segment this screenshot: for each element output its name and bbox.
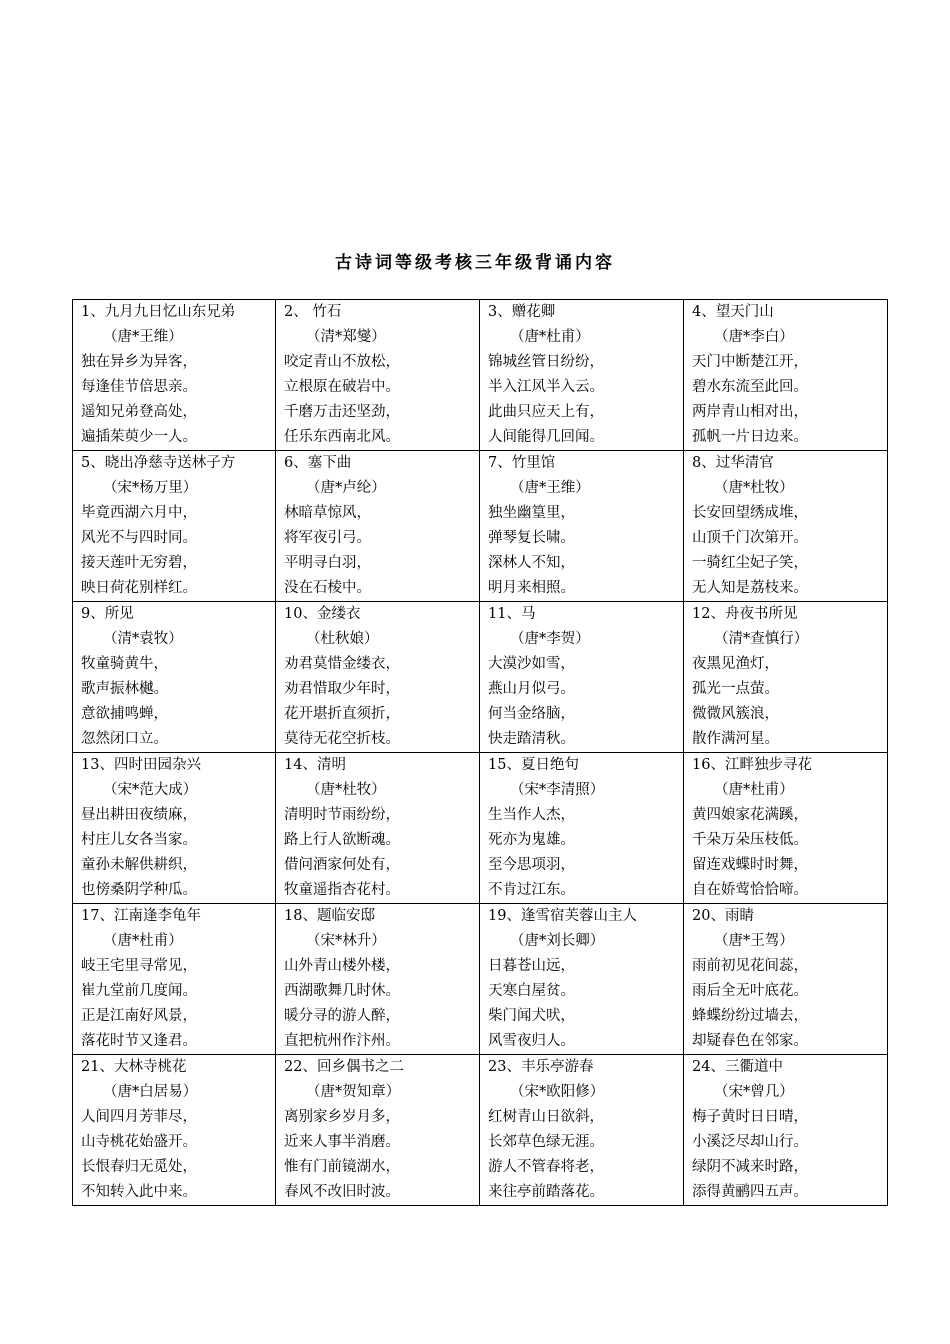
poem-author: （唐*杜牧） [306,782,386,798]
poem-line: 无人知是荔枝来。 [692,580,808,596]
poem-title: 7、竹里馆 [488,455,556,471]
poem-line: 留连戏蝶时时舞， [692,857,808,873]
poem-line: 莫待无花空折枝。 [284,731,400,747]
poem-line: 路上行人欲断魂。 [284,832,400,848]
poem-line: 人间能得几回闻。 [488,429,604,445]
poem-line: 微微风簇浪， [692,706,779,722]
poem-author: （唐*贺知章） [306,1084,401,1100]
poem-line: 至今思项羽， [488,857,575,873]
poem-author: （唐*白居易） [103,1084,198,1100]
poem-line: 长安回望绣成堆， [692,505,808,521]
poem-line: 深林人不知， [488,555,575,571]
poem-table [72,299,888,1206]
poem-cell [684,1055,888,1206]
poem-cell [684,602,888,753]
poem-line: 半入江风半入云。 [488,379,604,395]
poem-cell [684,451,888,602]
poem-line: 昼出耕田夜绩麻， [81,807,197,823]
poem-cell [73,451,276,602]
poem-title: 13、四时田园杂兴 [81,757,201,773]
poem-author: （唐*杜甫） [103,933,183,949]
poem-line: 立根原在破岩中。 [284,379,400,395]
poem-line: 林暗草惊风， [284,505,371,521]
poem-line: 岐王宅里寻常见， [81,958,197,974]
poem-line: 人间四月芳菲尽， [81,1109,197,1125]
poem-line: 长恨春归无觅处， [81,1159,197,1175]
poem-line: 牧童遥指杏花村。 [284,882,400,898]
poem-line: 每逢佳节倍思亲。 [81,379,197,395]
poem-line: 也傍桑阴学种瓜。 [81,882,197,898]
poem-title: 9、所见 [81,606,134,622]
poem-title: 21、大林寺桃花 [81,1059,187,1075]
poem-author: （宋*杨万里） [103,480,198,496]
poem-line: 遍插茱萸少一人。 [81,429,197,445]
poem-cell [276,602,480,753]
poem-line: 独坐幽篁里， [488,505,575,521]
poem-cell [480,1055,684,1206]
poem-author: （唐*刘长卿） [510,933,605,949]
poem-title: 12、舟夜书所见 [692,606,798,622]
poem-title: 2、 竹石 [284,304,342,320]
poem-line: 两岸青山相对出， [692,404,808,420]
poem-cell [276,753,480,904]
poem-row [73,753,888,904]
poem-cell [73,602,276,753]
poem-author: （杜秋娘） [306,631,379,647]
poem-author: （唐*杜牧） [714,480,794,496]
poem-row [73,300,888,451]
poem-cell [684,300,888,451]
poem-author: （宋*林升） [306,933,386,949]
poem-line: 锦城丝管日纷纷， [488,354,604,370]
poem-line: 风光不与四时同。 [81,530,197,546]
poem-line: 清明时节雨纷纷， [284,807,400,823]
poem-cell [480,300,684,451]
poem-line: 弹琴复长啸。 [488,530,575,546]
poem-line: 任乐东西南北风。 [284,429,400,445]
poem-author: （唐*王维） [510,480,590,496]
poem-cell [276,300,480,451]
poem-line: 夜黑见渔灯， [692,656,779,672]
poem-cell [480,602,684,753]
poem-cell [73,1055,276,1206]
poem-line: 碧水东流至此回。 [692,379,808,395]
poem-line: 山顶千门次第开。 [692,530,808,546]
poem-author: （唐*王驾） [714,933,794,949]
poem-title: 6、塞下曲 [284,455,352,471]
poem-title: 20、雨睛 [692,908,754,924]
poem-line: 将军夜引弓。 [284,530,371,546]
poem-line: 柴门闻犬吠， [488,1008,575,1024]
poem-line: 忽然闭口立。 [81,731,168,747]
poem-cell [276,1055,480,1206]
poem-author: （唐*李白） [714,329,794,345]
poem-author: （宋*范大成） [103,782,198,798]
poem-line: 山外青山楼外楼， [284,958,400,974]
poem-line: 山寺桃花始盛开。 [81,1134,197,1150]
poem-line: 歌声振林樾。 [81,681,168,697]
poem-line: 添得黄鹂四五声。 [692,1184,808,1200]
poem-line: 却疑春色在邻家。 [692,1033,808,1049]
poem-line: 快走踏清秋。 [488,731,575,747]
poem-line: 西湖歌舞几时休。 [284,983,400,999]
poem-line: 雨后全无叶底花。 [692,983,808,999]
poem-line: 惟有门前镜湖水， [284,1159,400,1175]
poem-line: 意欲捕鸣蝉， [81,706,168,722]
poem-line: 黄四娘家花满蹊， [692,807,808,823]
poem-line: 暖分寻的游人醉， [284,1008,400,1024]
poem-line: 正是江南好风景， [81,1008,197,1024]
poem-title: 24、三衢道中 [692,1059,783,1075]
poem-line: 红树青山日欲斜， [488,1109,604,1125]
poem-line: 天门中断楚江开， [692,354,808,370]
poem-author: （清*查慎行） [714,631,809,647]
poem-title: 8、过华清官 [692,455,774,471]
poem-line: 落花时节又逢君。 [81,1033,197,1049]
poem-title: 14、清明 [284,757,346,773]
poem-title: 23、丰乐亭游春 [488,1059,594,1075]
poem-title: 3、赠花卿 [488,304,556,320]
poem-line: 日暮苍山远， [488,958,575,974]
poem-line: 村庄儿女各当家。 [81,832,197,848]
poem-line: 近来人事半消磨。 [284,1134,400,1150]
poem-author: （宋*李清照） [510,782,605,798]
poem-title: 15、夏日绝句 [488,757,579,773]
poem-line: 崔九堂前几度闻。 [81,983,197,999]
poem-title: 10、金缕衣 [284,606,361,622]
poem-row [73,602,888,753]
poem-line: 孤光一点萤。 [692,681,779,697]
poem-line: 雨前初见花间蕊， [692,958,808,974]
poem-line: 不肯过江东。 [488,882,575,898]
poem-line: 不知转入此中来。 [81,1184,197,1200]
poem-line: 绿阴不减来时路， [692,1159,808,1175]
poem-author: （清*郑燮） [306,329,386,345]
poem-author: （唐*卢纶） [306,480,386,496]
poem-cell [73,753,276,904]
poem-author: （唐*杜甫） [510,329,590,345]
poem-line: 毕竟西湖六月中， [81,505,197,521]
poem-line: 平明寻白羽， [284,555,371,571]
poem-author: （清*袁牧） [103,631,183,647]
poem-title: 16、江畔独步寻花 [692,757,812,773]
poem-line: 蜂蝶纷纷过墙去， [692,1008,808,1024]
poem-line: 没在石棱中。 [284,580,371,596]
poem-line: 此曲只应天上有， [488,404,604,420]
poem-line: 风雪夜归人。 [488,1033,575,1049]
poem-line: 咬定青山不放松， [284,354,400,370]
poem-author: （宋*曾几） [714,1084,794,1100]
page-title: 古诗词等级考核三年级背诵内容 [335,253,615,273]
poem-row [73,1055,888,1206]
poem-title: 4、望天门山 [692,304,774,320]
poem-line: 梅子黄时日日晴， [692,1109,808,1125]
poem-line: 何当金络脑， [488,706,575,722]
poem-cell [73,904,276,1055]
poem-line: 童孙未解供耕织， [81,857,197,873]
poem-line: 长郊草色绿无涯。 [488,1134,604,1150]
poem-title: 18、题临安邸 [284,908,375,924]
poem-title: 5、晓出净慈寺送林子方 [81,455,236,471]
poem-line: 游人不管春将老， [488,1159,604,1175]
poem-line: 牧童骑黄牛， [81,656,168,672]
poem-cell [480,451,684,602]
poem-author: （宋*欧阳修） [510,1084,605,1100]
poem-line: 自在娇莺恰恰啼。 [692,882,808,898]
poem-line: 明月来相照。 [488,580,575,596]
poem-title: 19、逢雪宿芙蓉山主人 [488,908,637,924]
poem-title: 1、九月九日忆山东兄弟 [81,304,236,320]
poem-line: 燕山月似弓。 [488,681,575,697]
poem-line: 死亦为鬼雄。 [488,832,575,848]
poem-row [73,451,888,602]
poem-cell [684,753,888,904]
poem-cell [684,904,888,1055]
poem-cell [276,904,480,1055]
poem-line: 孤帆一片日边来。 [692,429,808,445]
poem-line: 接天莲叶无穷碧， [81,555,197,571]
poem-author: （唐*杜甫） [714,782,794,798]
poem-line: 独在异乡为异客， [81,354,197,370]
poem-line: 来往亭前踏落花。 [488,1184,604,1200]
poem-line: 直把杭州作汴州。 [284,1033,400,1049]
poem-author: （唐*王维） [103,329,183,345]
poem-cell [276,451,480,602]
poem-line: 生当作人杰， [488,807,575,823]
poem-line: 千磨万击还坚劲， [284,404,400,420]
poem-line: 春风不改旧时波。 [284,1184,400,1200]
poem-line: 花开堪折直须折， [284,706,400,722]
poem-line: 散作满河星。 [692,731,779,747]
poem-title: 11、马 [488,606,536,622]
poem-line: 映日荷花别样红。 [81,580,197,596]
poem-line: 千朵万朵压枝低。 [692,832,808,848]
poem-line: 劝君莫惜金缕衣， [284,656,400,672]
poem-line: 小溪泛尽却山行。 [692,1134,808,1150]
poem-line: 离别家乡岁月多， [284,1109,400,1125]
poem-title: 17、江南逢李龟年 [81,908,201,924]
poem-line: 一骑红尘妃子笑， [692,555,808,571]
poem-author: （唐*李贺） [510,631,590,647]
poem-line: 遥知兄弟登高处， [81,404,197,420]
poem-cell [480,904,684,1055]
poem-line: 借问酒家何处有， [284,857,400,873]
poem-line: 天寒白屋贫。 [488,983,575,999]
poem-title: 22、回乡偶书之二 [284,1059,404,1075]
poem-cell [480,753,684,904]
poem-row [73,904,888,1055]
poem-cell [73,300,276,451]
poem-line: 大漠沙如雪， [488,656,575,672]
poem-line: 劝君惜取少年时， [284,681,400,697]
